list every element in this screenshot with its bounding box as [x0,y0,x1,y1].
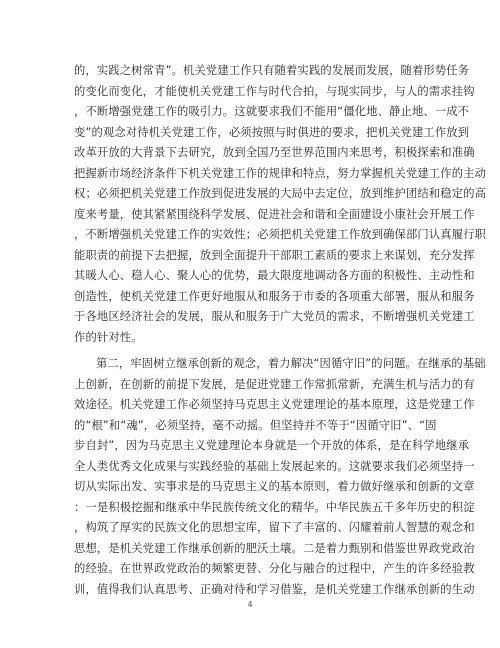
text-line: 的经验。在世界政党政治的频繁更替、分化与融合的过程中，产生的许多经验教 [74,562,475,575]
text-line: 把握新市场经济条件下机关党建工作的规律和特点，努力掌握机关党建工作的主动 [74,166,487,180]
text-line: 能职责的前提下去把握，放到全面提升干部职工素质的要求上来谋划，充分发挥 [74,248,475,262]
text-line: 作的针对性。 [74,330,143,344]
text-line: 的，实践之树常青”。机关党建工作只有随着实践的发展而发展，随着形势任务 [74,64,470,77]
text-line: 训，值得我们认真思考、正确对待和学习借鉴，是机关党建工作继承创新的生动 [74,582,475,596]
text-line: 的变化而变化，才能使机关党建工作与时代合拍，与现实同步，与人的需求挂钩 [74,84,475,98]
text-line: 度来考量，使其紧紧围绕科学发展、促进社会和谐和全面建设小康社会开展工作 [74,207,475,221]
text-line-first: 第二，牢固树立继承创新的观念，着力解决“因循守旧”的问题。在继承的基础 [96,357,486,370]
text-line: 权；必须把机关党建工作放到促进发展的大局中去定位，放到维护团结和稳定的高 [74,187,487,200]
text-line: 变”的观念对待机关党建工作，必须按照与时俱进的要求，把机关党建工作放到 [74,125,470,139]
page-number: 4 [247,600,253,609]
text-line: 全人类优秀文化成果与实践经验的基础上发展起来的。这就要求我们必须坚持一 [74,459,475,473]
text-line: 其暖人心、稳人心、聚人心的优势，最大限度地调动各方面的积极性、主动性和 [74,269,475,282]
paragraph-1 [74,61,487,348]
text-line: ：一是积极挖掘和继承中华民族传统文化的精华。中华民族五千多年历史的积淀 [74,500,475,514]
text-line: 上创新，在创新的前提下发展，是促进党建工作常抓常新，充满生机与活力的有 [74,377,475,391]
text-line: 的“根”和“魂”，必须坚持，毫不动摇。但坚持并不等于“因循守旧”、“固 [74,418,437,432]
text-line: 创造性，使机关党建工作更好地服从和服务于市委的各项重大部署，服从和服务 [74,289,475,303]
text-line: 思想，是机关党建工作继承创新的肥沃土壤。二是着力甄别和借鉴世界政党政治 [74,541,475,555]
text-line: 切从实际出发、实事求是的马克思主义的基本原则，着力做好继承和创新的文章 [74,480,475,493]
text-line: ，不断增强机关党建工作的实效性；必须把机关党建工作放到确保部门认真履行职 [74,228,487,241]
text-line: 改革开放的大背景下去研究，放到全国乃至世界范围内来思考，积极探索和准确 [74,146,475,159]
text-line: ，构筑了厚实的民族文化的思想宝库，留下了丰富的、闪耀着前人智慧的观念和 [74,521,475,534]
text-line: 效途径。机关党建工作必须坚持马克思主义党建理论的基本原理，这是党建工作 [74,398,475,411]
text-line: ，不断增强党建工作的吸引力。这就要求我们不能用“僵化地、静止地、一成不 [74,105,470,118]
paragraph-2 [74,354,486,600]
text-line: 于各地区经济社会的发展，服从和服务于广大党员的需求，不断增强机关党建工 [74,310,475,323]
text-line: 步自封”，因为马克思主义党建理论本身就是一个开放的体系，是在科学地继承 [74,439,470,452]
